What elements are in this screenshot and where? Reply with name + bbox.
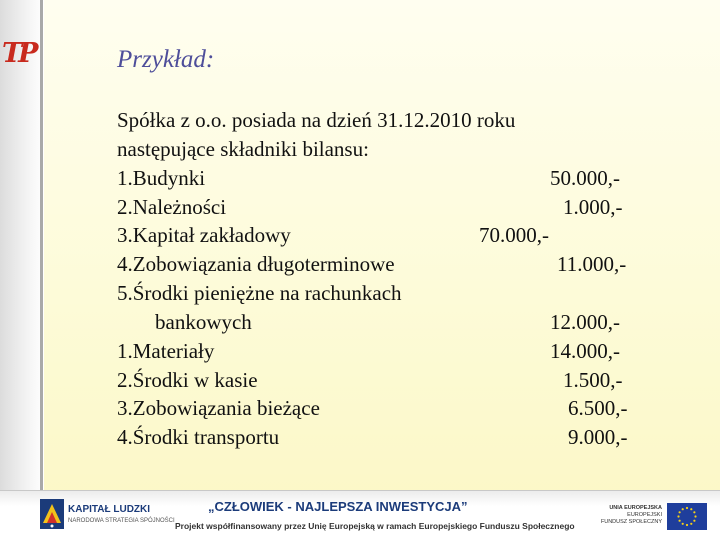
project-text: Projekt współfinansowany przez Unię Europejską w ramach Europejskiego Funduszu Społecznego: [175, 521, 575, 531]
item-value: 1.500,-: [563, 368, 623, 392]
item-value: 6.500,-: [568, 396, 628, 420]
item-label: 3.Kapitał zakładowy: [117, 223, 291, 247]
eu-label-line-3: FUNDUSZ SPOŁECZNY: [600, 519, 662, 525]
item-value: 14.000,-: [550, 339, 620, 363]
eu-label-line-1: UNIA EUROPEJSKA: [609, 505, 662, 511]
item-value: 11.000,-: [557, 252, 627, 276]
eu-label-line-2: EUROPEJSKI: [627, 512, 662, 518]
item-label: 4.Środki transportu: [117, 425, 280, 449]
item-value: 12.000,-: [550, 310, 620, 334]
footer-banner: [0, 490, 720, 541]
kapital-ludzki-title: KAPITAŁ LUDZKI: [68, 504, 151, 515]
item-value: 1.000,-: [563, 195, 623, 219]
item-value: 50.000,-: [550, 166, 620, 190]
item-label: 5.Środki pieniężne na rachunkach: [117, 281, 402, 305]
slogan-text: „CZŁOWIEK - NAJLEPSZA INWESTYCJA”: [208, 499, 468, 514]
eu-fund-label: [598, 505, 662, 526]
tp-logo: TP: [2, 38, 35, 69]
kapital-ludzki-logo-icon: [40, 499, 64, 529]
item-label: 1.Budynki: [117, 166, 206, 190]
item-label: 3.Zobowiązania bieżące: [117, 396, 320, 420]
item-value: 9.000,-: [568, 425, 628, 449]
item-label-continued: bankowych: [155, 310, 252, 334]
eu-flag-icon: [667, 503, 707, 530]
kapital-ludzki-subtitle: NARODOWA STRATEGIA SPÓJNOŚCI: [68, 518, 175, 524]
item-label: 4.Zobowiązania długoterminowe: [117, 252, 395, 276]
item-label: 1.Materiały: [117, 339, 215, 363]
item-label: 2.Należności: [117, 195, 227, 219]
left-decorative-bar: [0, 0, 44, 496]
intro-line-1: Spółka z o.o. posiada na dzień 31.12.2010 roku: [117, 108, 516, 132]
slide-title: Przykład:: [117, 46, 215, 73]
item-value: 70.000,-: [479, 223, 549, 247]
intro-line-2: następujące składniki bilansu:: [117, 137, 369, 161]
item-label: 2.Środki w kasie: [117, 368, 258, 392]
left-bar-divider: [40, 0, 43, 496]
